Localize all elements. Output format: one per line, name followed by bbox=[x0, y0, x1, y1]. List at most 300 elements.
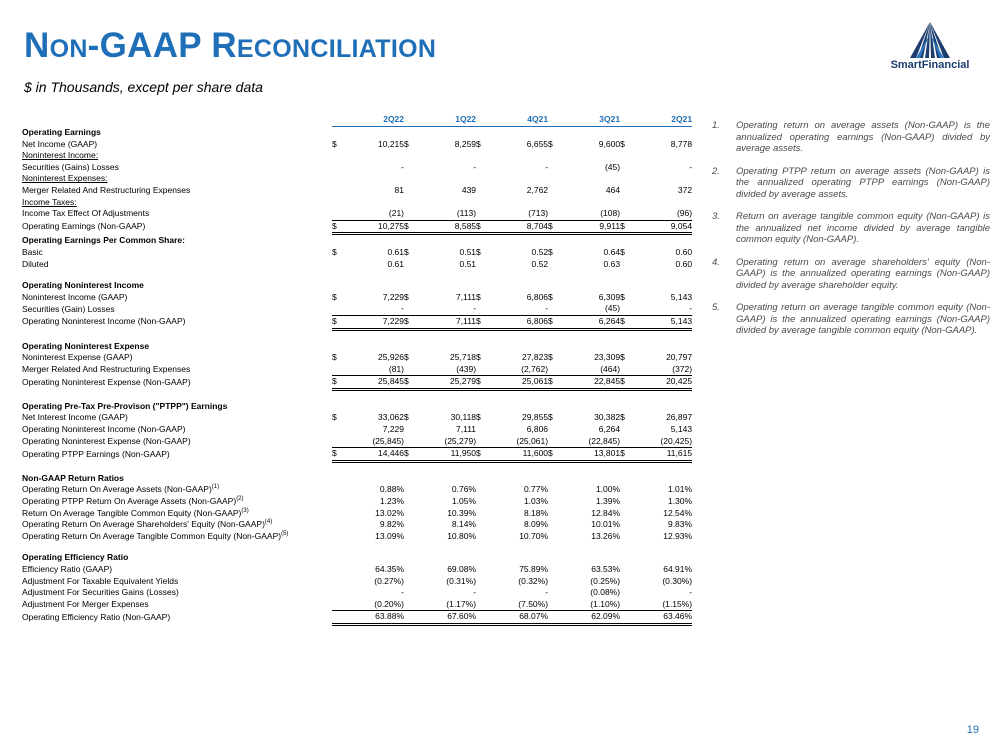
value-cell: 0.76% bbox=[451, 484, 477, 495]
footnote-number: 4. bbox=[712, 256, 720, 268]
row-label-cell bbox=[22, 424, 332, 436]
dollar-sign-cell bbox=[476, 173, 490, 185]
value-cell: 13.02% bbox=[375, 507, 405, 518]
value-cell: 7,229 bbox=[346, 315, 404, 329]
value-cell: (20,425) bbox=[660, 435, 693, 446]
dollar-sign-cell: $ bbox=[548, 138, 553, 149]
dollar-sign-cell bbox=[404, 280, 418, 292]
dollar-sign-cell bbox=[476, 197, 490, 209]
value-cell: - bbox=[545, 303, 549, 314]
dollar-sign-cell: $ bbox=[332, 448, 346, 462]
value-cell bbox=[418, 280, 476, 292]
value-cell: 9,600 bbox=[598, 138, 621, 149]
row-label-cell bbox=[22, 473, 332, 485]
value-cell: (0.31%) bbox=[446, 575, 477, 586]
value-cell: 7,111 bbox=[456, 424, 477, 435]
value-cell: 0.51 bbox=[459, 246, 477, 257]
value-cell: 25,718 bbox=[450, 352, 477, 363]
dollar-sign-cell bbox=[332, 208, 346, 220]
value-cell: 0.51 bbox=[459, 258, 477, 269]
dollar-sign-cell bbox=[404, 519, 418, 531]
value-cell: 69.08% bbox=[447, 564, 477, 574]
dollar-sign-cell bbox=[476, 531, 490, 543]
value-cell bbox=[490, 473, 548, 485]
dollar-sign-cell bbox=[476, 234, 490, 247]
dollar-sign-cell bbox=[476, 576, 490, 588]
dollar-sign-cell bbox=[548, 401, 562, 413]
row-label: Operating Efficiency Ratio bbox=[22, 552, 129, 563]
row-label: Operating Noninterest Expense (Non-GAAP) bbox=[22, 435, 191, 446]
value-cell bbox=[418, 552, 476, 564]
section-header-row bbox=[22, 127, 692, 139]
dollar-sign-cell bbox=[332, 576, 346, 588]
value-cell bbox=[562, 280, 620, 292]
value-cell: 5,143 bbox=[670, 424, 693, 435]
dollar-sign-cell bbox=[404, 208, 418, 220]
dollar-sign-cell bbox=[332, 341, 346, 353]
value-cell bbox=[634, 197, 692, 209]
footnote-item bbox=[712, 166, 990, 201]
value-cell: 7,111 bbox=[456, 291, 477, 302]
value-cell: 6,264 bbox=[598, 424, 621, 435]
value-cell bbox=[490, 552, 548, 564]
value-cell: 63.88% bbox=[346, 611, 404, 625]
value-cell bbox=[418, 473, 476, 485]
value-cell: 25,926 bbox=[378, 352, 405, 363]
row-label-cell bbox=[22, 185, 332, 197]
dollar-sign-cell bbox=[404, 424, 418, 436]
column-header: 1Q22 bbox=[404, 113, 476, 127]
value-cell: (2,762) bbox=[521, 363, 549, 374]
value-cell: 63.46% bbox=[634, 611, 692, 625]
footnotes bbox=[712, 120, 990, 348]
dollar-sign-cell bbox=[620, 496, 634, 508]
value-cell: 10.70% bbox=[519, 530, 549, 541]
value-cell bbox=[490, 341, 548, 353]
value-cell: 62.09% bbox=[562, 611, 620, 625]
dollar-sign-cell: $ bbox=[476, 448, 490, 462]
dollar-sign-cell bbox=[404, 599, 418, 611]
row-label-cell bbox=[22, 552, 332, 564]
value-cell bbox=[634, 341, 692, 353]
value-cell: (1.17%) bbox=[446, 598, 477, 609]
value-cell: (96) bbox=[676, 208, 693, 219]
table-row bbox=[22, 587, 692, 599]
footnote-ref: (2) bbox=[236, 496, 244, 503]
dollar-sign-cell bbox=[620, 280, 634, 292]
dollar-sign-cell: $ bbox=[620, 291, 625, 302]
row-label: Operating PTPP Return On Average Assets (Non-GAAP) bbox=[22, 496, 237, 507]
value-cell: 68.07% bbox=[490, 611, 548, 625]
dollar-sign-cell: $ bbox=[332, 412, 337, 423]
total-row bbox=[22, 220, 692, 234]
row-label-cell bbox=[22, 508, 332, 520]
row-label: Noninterest Income (GAAP) bbox=[22, 291, 128, 302]
value-cell: 25,845 bbox=[346, 376, 404, 390]
dollar-sign-cell bbox=[548, 587, 562, 599]
row-label: Non-GAAP Return Ratios bbox=[22, 472, 124, 483]
footnote-number: 1. bbox=[712, 120, 720, 131]
dollar-sign-cell bbox=[476, 162, 490, 174]
value-cell: 7,229 bbox=[382, 424, 405, 435]
dollar-sign-cell bbox=[476, 150, 490, 162]
row-label-cell bbox=[22, 531, 332, 543]
row-label-cell bbox=[22, 376, 332, 390]
dollar-sign-cell: $ bbox=[620, 352, 625, 363]
value-cell: 6,806 bbox=[526, 424, 549, 435]
value-cell bbox=[490, 173, 548, 185]
table-row bbox=[22, 599, 692, 611]
value-cell: 7,111 bbox=[418, 315, 476, 329]
dollar-sign-cell bbox=[548, 484, 562, 496]
dollar-sign-cell: $ bbox=[476, 412, 481, 423]
value-cell: 12.84% bbox=[591, 507, 621, 518]
value-cell: - bbox=[401, 161, 405, 172]
dollar-sign-cell: $ bbox=[332, 220, 346, 234]
value-cell: 8,259 bbox=[454, 138, 477, 149]
value-cell: (25,279) bbox=[444, 435, 477, 446]
row-label: Operating Earnings (Non-GAAP) bbox=[22, 221, 146, 232]
value-cell: (25,845) bbox=[372, 435, 405, 446]
dollar-sign-cell bbox=[404, 564, 418, 576]
row-label-cell bbox=[22, 341, 332, 353]
row-label-cell bbox=[22, 303, 332, 315]
value-cell: (45) bbox=[604, 303, 621, 314]
dollar-sign-cell bbox=[404, 587, 418, 599]
dollar-sign-cell bbox=[332, 173, 346, 185]
dollar-sign-cell bbox=[620, 564, 634, 576]
value-cell: (21) bbox=[388, 208, 405, 219]
dollar-sign-cell: $ bbox=[404, 412, 409, 423]
dollar-sign-cell: $ bbox=[548, 220, 562, 234]
dollar-sign-cell bbox=[620, 197, 634, 209]
footnote-ref: (4) bbox=[264, 519, 273, 526]
dollar-sign-cell bbox=[332, 531, 346, 543]
dollar-sign-cell bbox=[476, 564, 490, 576]
value-cell: 8,778 bbox=[670, 138, 693, 149]
value-cell: (713) bbox=[528, 208, 549, 219]
dollar-sign-cell bbox=[476, 519, 490, 531]
footnote-item bbox=[712, 257, 990, 292]
table-row bbox=[22, 424, 692, 436]
dollar-sign-cell bbox=[548, 424, 562, 436]
page-title: Non-GAAP Reconciliation bbox=[24, 26, 437, 65]
dollar-sign-cell bbox=[332, 484, 346, 496]
dollar-sign-cell bbox=[332, 303, 346, 315]
column-header: 2Q22 bbox=[332, 113, 404, 127]
dollar-sign-cell bbox=[476, 127, 490, 139]
dollar-sign-cell bbox=[620, 508, 634, 520]
value-cell: 81 bbox=[394, 184, 405, 195]
column-header: 3Q21 bbox=[548, 113, 620, 127]
dollar-sign-cell bbox=[548, 162, 562, 174]
value-cell: 0.64 bbox=[603, 246, 621, 257]
value-cell: 63.53% bbox=[591, 564, 621, 574]
spacer-cell bbox=[22, 461, 692, 473]
value-cell: 22,845 bbox=[562, 376, 620, 390]
value-cell: - bbox=[545, 587, 549, 598]
value-cell bbox=[418, 197, 476, 209]
dollar-sign-cell bbox=[332, 436, 346, 448]
value-cell: (25,061) bbox=[516, 435, 549, 446]
dollar-sign-cell bbox=[332, 599, 346, 611]
value-cell: 33,062 bbox=[378, 412, 405, 423]
table-row bbox=[22, 162, 692, 174]
section-header-row bbox=[22, 473, 692, 485]
value-cell: (1.10%) bbox=[590, 598, 621, 609]
value-cell: (0.30%) bbox=[662, 575, 693, 586]
value-cell bbox=[490, 197, 548, 209]
value-cell bbox=[346, 197, 404, 209]
dollar-sign-cell bbox=[332, 496, 346, 508]
value-cell: 6,806 bbox=[526, 291, 549, 302]
dollar-sign-cell bbox=[620, 424, 634, 436]
value-cell: (108) bbox=[600, 208, 621, 219]
value-cell bbox=[490, 150, 548, 162]
value-cell: 9,054 bbox=[634, 220, 692, 234]
spacer-row bbox=[22, 329, 692, 341]
value-cell: 64.35% bbox=[375, 564, 405, 574]
value-cell: 0.77% bbox=[523, 484, 549, 495]
value-cell bbox=[562, 552, 620, 564]
dollar-sign-cell bbox=[620, 364, 634, 376]
page-number: 19 bbox=[966, 724, 979, 736]
row-label: Noninterest Expenses: bbox=[22, 173, 108, 184]
dollar-sign-cell: $ bbox=[620, 376, 634, 390]
row-label: Adjustment For Securities Gains (Losses) bbox=[22, 587, 179, 598]
dollar-sign-cell bbox=[620, 259, 634, 271]
value-cell bbox=[490, 127, 548, 139]
value-cell: 0.61 bbox=[387, 258, 405, 269]
table-row bbox=[22, 484, 692, 496]
dollar-sign-cell bbox=[404, 185, 418, 197]
value-cell bbox=[346, 552, 404, 564]
value-cell: - bbox=[545, 161, 549, 172]
value-cell: - bbox=[689, 587, 693, 598]
dollar-sign-cell bbox=[548, 173, 562, 185]
value-cell: 64.91% bbox=[663, 564, 693, 574]
dollar-sign-cell: $ bbox=[476, 352, 481, 363]
value-cell: 6,806 bbox=[490, 315, 548, 329]
row-label: Operating Return On Average Shareholders' Equity (Non-GAAP) bbox=[22, 519, 265, 530]
row-label-cell bbox=[22, 127, 332, 139]
footnote-text: Operating return on average assets (Non-GAAP) is the annualized operating earnings (Non-GAAP) divided by average assets. bbox=[736, 120, 990, 154]
dollar-sign-cell: $ bbox=[548, 376, 562, 390]
column-header: 4Q21 bbox=[476, 113, 548, 127]
value-cell: 11,600 bbox=[490, 448, 548, 462]
value-cell bbox=[346, 127, 404, 139]
dollar-sign-cell bbox=[404, 611, 418, 625]
dollar-sign-cell bbox=[476, 208, 490, 220]
dollar-sign-cell bbox=[404, 552, 418, 564]
value-cell bbox=[418, 401, 476, 413]
dollar-sign-cell: $ bbox=[620, 220, 634, 234]
dollar-sign-cell bbox=[404, 401, 418, 413]
section-header-row bbox=[22, 280, 692, 292]
row-label-cell bbox=[22, 401, 332, 413]
table-row bbox=[22, 259, 692, 271]
dollar-sign-cell bbox=[548, 552, 562, 564]
value-cell: 372 bbox=[677, 184, 693, 195]
dollar-sign-cell bbox=[404, 496, 418, 508]
row-label: Merger Related And Restructuring Expenses bbox=[22, 184, 191, 195]
row-label: Operating Noninterest Income (Non-GAAP) bbox=[22, 424, 186, 435]
dollar-sign-cell bbox=[548, 197, 562, 209]
footnote-text: Operating PTPP return on average assets (Non-GAAP) is the annualized operating PTPP earnings (Non-GAAP) divided by average assets. bbox=[736, 165, 990, 200]
dollar-sign-cell: $ bbox=[404, 246, 409, 257]
value-cell bbox=[490, 234, 548, 247]
spacer-cell bbox=[22, 329, 692, 341]
dollar-sign-cell: $ bbox=[476, 376, 490, 390]
value-cell bbox=[562, 234, 620, 247]
dollar-sign-cell: $ bbox=[332, 246, 337, 257]
spacer-cell bbox=[22, 389, 692, 401]
row-label: Return On Average Tangible Common Equity (Non-GAAP) bbox=[22, 507, 242, 518]
dollar-sign-cell bbox=[332, 611, 346, 625]
value-cell: 0.63 bbox=[603, 258, 621, 269]
value-cell: 10.39% bbox=[447, 507, 477, 518]
row-label-cell bbox=[22, 292, 332, 304]
value-cell bbox=[346, 401, 404, 413]
row-label-cell bbox=[22, 484, 332, 496]
dollar-sign-cell bbox=[332, 364, 346, 376]
footnote-number: 3. bbox=[712, 211, 720, 222]
dollar-sign-cell bbox=[620, 341, 634, 353]
dollar-sign-cell bbox=[548, 259, 562, 271]
dollar-sign-cell bbox=[476, 424, 490, 436]
value-cell bbox=[490, 401, 548, 413]
dollar-sign-cell bbox=[548, 364, 562, 376]
footnote-item bbox=[712, 120, 990, 155]
dollar-sign-cell: $ bbox=[548, 352, 553, 363]
value-cell bbox=[562, 341, 620, 353]
row-label: Adjustment For Taxable Equivalent Yields bbox=[22, 575, 179, 586]
value-cell: 8.09% bbox=[523, 519, 549, 530]
value-cell: (464) bbox=[600, 363, 621, 374]
value-cell: - bbox=[689, 303, 693, 314]
dollar-sign-cell bbox=[476, 473, 490, 485]
value-cell bbox=[346, 234, 404, 247]
dollar-sign-cell bbox=[476, 587, 490, 599]
subsection-row bbox=[22, 197, 692, 209]
value-cell: 439 bbox=[461, 184, 477, 195]
value-cell: 1.05% bbox=[451, 496, 477, 507]
dollar-sign-cell bbox=[332, 127, 346, 139]
row-label: Noninterest Expense (GAAP) bbox=[22, 352, 133, 363]
row-label-cell bbox=[22, 611, 332, 625]
row-label-cell bbox=[22, 247, 332, 259]
value-cell bbox=[346, 473, 404, 485]
footnote-item bbox=[712, 211, 990, 246]
total-row bbox=[22, 315, 692, 329]
dollar-sign-cell bbox=[404, 303, 418, 315]
value-cell: 6,309 bbox=[598, 291, 621, 302]
row-label: Noninterest Income: bbox=[22, 150, 99, 161]
value-cell: - bbox=[473, 587, 477, 598]
table-row bbox=[22, 139, 692, 151]
dollar-sign-cell bbox=[620, 531, 634, 543]
dollar-sign-cell: $ bbox=[476, 291, 481, 302]
dollar-sign-cell bbox=[620, 473, 634, 485]
value-cell: 20,797 bbox=[666, 352, 693, 363]
value-cell bbox=[490, 280, 548, 292]
dollar-sign-cell bbox=[404, 162, 418, 174]
dollar-sign-cell bbox=[548, 576, 562, 588]
table-row bbox=[22, 508, 692, 520]
dollar-sign-cell bbox=[332, 473, 346, 485]
value-cell: 8,704 bbox=[490, 220, 548, 234]
dollar-sign-cell: $ bbox=[620, 412, 625, 423]
dollar-sign-cell bbox=[332, 424, 346, 436]
dollar-sign-cell: $ bbox=[476, 220, 490, 234]
row-label-cell bbox=[22, 576, 332, 588]
table-row bbox=[22, 292, 692, 304]
value-cell: 30,118 bbox=[450, 412, 477, 423]
dollar-sign-cell bbox=[548, 185, 562, 197]
row-label-cell bbox=[22, 519, 332, 531]
footnote-text: Return on average tangible common equity (Non-GAAP) is the annualized net income divided by average tangible common equity (Non-GAAP). bbox=[736, 211, 990, 245]
subsection-row bbox=[22, 150, 692, 162]
dollar-sign-cell: $ bbox=[548, 412, 553, 423]
value-cell: (22,845) bbox=[588, 435, 621, 446]
table-row bbox=[22, 364, 692, 376]
row-label: Operating Noninterest Expense (Non-GAAP) bbox=[22, 376, 191, 387]
dollar-sign-cell bbox=[548, 508, 562, 520]
spacer-row bbox=[22, 542, 692, 552]
table-row bbox=[22, 576, 692, 588]
value-cell: 1.30% bbox=[667, 496, 693, 507]
dollar-sign-cell bbox=[548, 473, 562, 485]
spacer-cell bbox=[22, 270, 692, 280]
row-label: Operating Noninterest Expense bbox=[22, 340, 150, 351]
dollar-sign-cell: $ bbox=[620, 315, 634, 329]
dollar-sign-cell bbox=[548, 531, 562, 543]
value-cell: 10,215 bbox=[378, 138, 405, 149]
dollar-sign-cell bbox=[620, 401, 634, 413]
dollar-sign-cell: $ bbox=[404, 315, 418, 329]
dollar-sign-cell bbox=[332, 508, 346, 520]
value-cell: 29,855 bbox=[522, 412, 549, 423]
footnote-ref: (5) bbox=[281, 530, 289, 537]
value-cell: (113) bbox=[456, 208, 477, 219]
footnote-text: Operating return on average tangible common equity (Non-GAAP) is the annualized operating earnings (Non-GAAP) divided by average tangible common equity (Non-GAAP). bbox=[736, 302, 990, 336]
value-cell bbox=[418, 127, 476, 139]
dollar-sign-cell: $ bbox=[548, 291, 553, 302]
dollar-sign-cell bbox=[620, 185, 634, 197]
value-cell: - bbox=[689, 161, 693, 172]
dollar-sign-cell bbox=[404, 150, 418, 162]
value-cell: (0.25%) bbox=[590, 575, 621, 586]
value-cell: 12.54% bbox=[663, 507, 693, 518]
footnote-item bbox=[712, 302, 990, 337]
dollar-sign-cell bbox=[548, 303, 562, 315]
value-cell: 75.89% bbox=[519, 564, 549, 574]
row-label: Operating Pre-Tax Pre-Provison ("PTPP") Earnings bbox=[22, 400, 228, 411]
value-cell bbox=[418, 150, 476, 162]
row-label: Operating Return On Average Assets (Non-GAAP) bbox=[22, 484, 212, 495]
row-label: Efficiency Ratio (GAAP) bbox=[22, 564, 113, 574]
row-label-cell bbox=[22, 220, 332, 234]
dollar-sign-cell: $ bbox=[404, 448, 418, 462]
dollar-sign-cell: $ bbox=[404, 291, 409, 302]
value-cell: 13.26% bbox=[591, 530, 621, 541]
section-header-row bbox=[22, 401, 692, 413]
table-row bbox=[22, 496, 692, 508]
dollar-sign-cell bbox=[476, 364, 490, 376]
value-cell bbox=[562, 473, 620, 485]
column-header: 2Q21 bbox=[620, 113, 692, 127]
logo-text: SmartFinancial bbox=[890, 59, 970, 71]
